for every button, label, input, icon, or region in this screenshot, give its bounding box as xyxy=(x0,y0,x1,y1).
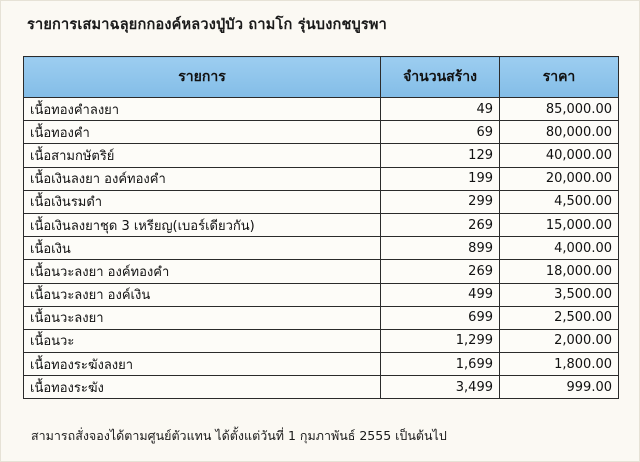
cell-item: เนื้อทองคำ xyxy=(24,121,381,144)
cell-price: 18,000.00 xyxy=(500,260,619,283)
cell-quantity: 49 xyxy=(381,98,500,121)
cell-price: 2,000.00 xyxy=(500,329,619,352)
cell-quantity: 699 xyxy=(381,306,500,329)
cell-item: เนื้อเงินลงยาชุด 3 เหรียญ(เบอร์เดียวกัน) xyxy=(24,213,381,236)
table-row xyxy=(24,283,619,306)
table-row xyxy=(24,306,619,329)
cell-quantity: 1,699 xyxy=(381,353,500,376)
cell-item: เนื้อทองระฆังลงยา xyxy=(24,353,381,376)
price-table-container xyxy=(23,56,619,399)
table-row xyxy=(24,190,619,213)
cell-quantity: 269 xyxy=(381,213,500,236)
cell-quantity: 499 xyxy=(381,283,500,306)
cell-price: 2,500.00 xyxy=(500,306,619,329)
cell-price: 85,000.00 xyxy=(500,98,619,121)
table-header xyxy=(24,57,619,98)
cell-quantity: 129 xyxy=(381,144,500,167)
cell-item: เนื้อสามกษัตริย์ xyxy=(24,144,381,167)
cell-price: 80,000.00 xyxy=(500,121,619,144)
column-header-quantity: จำนวนสร้าง xyxy=(381,57,500,98)
table-body xyxy=(24,98,619,399)
table-row xyxy=(24,167,619,190)
table-header-row xyxy=(24,57,619,98)
table-row xyxy=(24,237,619,260)
cell-item: เนื้อทองคำลงยา xyxy=(24,98,381,121)
cell-price: 1,800.00 xyxy=(500,353,619,376)
cell-item: เนื้อนวะลงยา องค์เงิน xyxy=(24,283,381,306)
cell-item: เนื้อทองระฆัง xyxy=(24,376,381,399)
cell-price: 999.00 xyxy=(500,376,619,399)
cell-item: เนื้อเงินลงยา องค์ทองคำ xyxy=(24,167,381,190)
cell-price: 15,000.00 xyxy=(500,213,619,236)
table-row xyxy=(24,260,619,283)
table-row xyxy=(24,213,619,236)
table-row xyxy=(24,329,619,352)
table-row xyxy=(24,121,619,144)
column-header-item: รายการ xyxy=(24,57,381,98)
cell-price: 4,500.00 xyxy=(500,190,619,213)
cell-quantity: 299 xyxy=(381,190,500,213)
table-row xyxy=(24,376,619,399)
page-title: รายการเสมาฉลุยกกองค์หลวงปู่บัว ถามโก รุ่นบงกชบูรพา xyxy=(27,17,388,33)
cell-price: 3,500.00 xyxy=(500,283,619,306)
cell-quantity: 899 xyxy=(381,237,500,260)
price-table xyxy=(23,56,619,399)
cell-quantity: 269 xyxy=(381,260,500,283)
cell-quantity: 1,299 xyxy=(381,329,500,352)
table-row xyxy=(24,144,619,167)
cell-quantity: 69 xyxy=(381,121,500,144)
cell-price: 20,000.00 xyxy=(500,167,619,190)
cell-quantity: 199 xyxy=(381,167,500,190)
column-header-price: ราคา xyxy=(500,57,619,98)
cell-item: เนื้อนวะลงยา องค์ทองคำ xyxy=(24,260,381,283)
cell-item: เนื้อเงิน xyxy=(24,237,381,260)
cell-price: 40,000.00 xyxy=(500,144,619,167)
table-row xyxy=(24,98,619,121)
cell-item: เนื้อเงินรมดำ xyxy=(24,190,381,213)
cell-quantity: 3,499 xyxy=(381,376,500,399)
table-row xyxy=(24,353,619,376)
cell-item: เนื้อนวะลงยา xyxy=(24,306,381,329)
cell-price: 4,000.00 xyxy=(500,237,619,260)
cell-item: เนื้อนวะ xyxy=(24,329,381,352)
footer-note: สามารถสั่งจองได้ตามศูนย์ตัวแทน ได้ตั้งแต่วันที่ 1 กุมภาพันธ์ 2555 เป็นต้นไป xyxy=(31,428,447,443)
